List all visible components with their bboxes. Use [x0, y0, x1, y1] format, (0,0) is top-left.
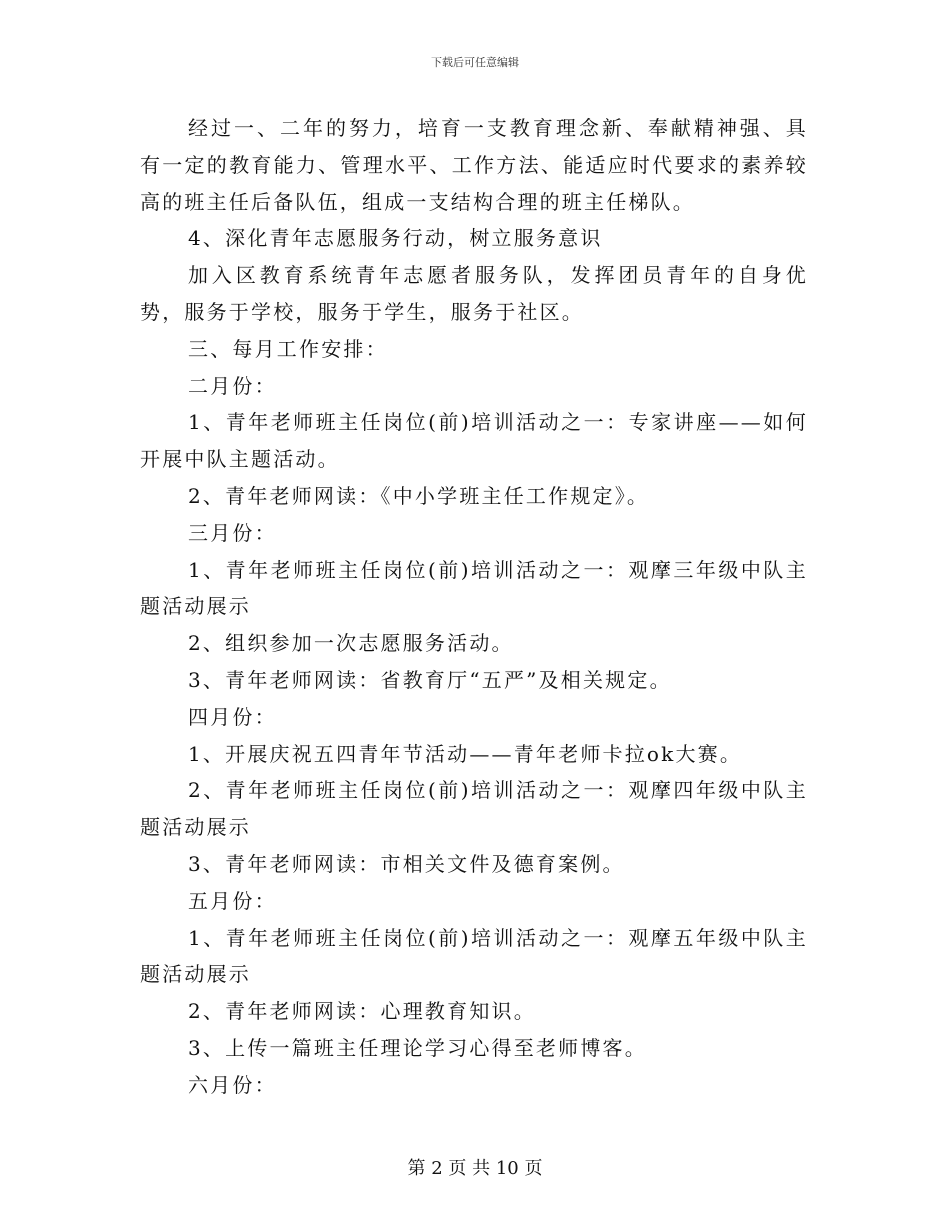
month-heading: 六月份：	[188, 1072, 277, 1097]
list-item: 2、组织参加一次志愿服务活动。	[188, 631, 514, 656]
list-item: 3、青年老师网读：市相关文件及德育案例。	[188, 851, 625, 876]
document-body	[140, 110, 808, 1104]
month-heading: 五月份：	[188, 888, 277, 913]
list-item: 1、开展庆祝五四青年节活动——青年老师卡拉ok大赛。	[188, 741, 743, 766]
list-item: 1、青年老师班主任岗位(前)培训活动之一：专家讲座——如何开展中队主题活动。	[140, 410, 808, 472]
page-header-note: 下载后可任意编辑	[431, 56, 519, 69]
list-item: 1、青年老师班主任岗位(前)培训活动之一：观摩五年级中队主题活动展示	[140, 925, 808, 987]
list-item: 3、青年老师网读：省教育厅“五严”及相关规定。	[188, 667, 672, 692]
month-heading: 三月份：	[188, 520, 277, 545]
month-heading: 四月份：	[188, 704, 277, 729]
month-heading: 二月份：	[188, 373, 277, 398]
list-item: 2、青年老师网读：心理教育知识。	[188, 999, 536, 1024]
list-item: 2、青年老师班主任岗位(前)培训活动之一：观摩四年级中队主题活动展示	[140, 778, 808, 840]
list-item: 3、上传一篇班主任理论学习心得至老师博客。	[188, 1035, 647, 1060]
section-heading: 三、每月工作安排：	[188, 336, 388, 361]
paragraph: 加入区教育系统青年志愿者服务队，发挥团员青年的自身优势，服务于学校，服务于学生，服务于社区。	[140, 263, 808, 324]
list-item: 1、青年老师班主任岗位(前)培训活动之一：观摩三年级中队主题活动展示	[140, 557, 808, 619]
list-item: 2、青年老师网读：《中小学班主任工作规定》。	[188, 483, 650, 508]
paragraph: 经过一、二年的努力，培育一支教育理念新、奉献精神强、具有一定的教育能力、管理水平、工作方法、能适应时代要求的素养较高的班主任后备队伍，组成一支结构合理的班主任梯队。	[140, 116, 808, 214]
section-heading: 4、深化青年志愿服务行动，树立服务意识	[188, 226, 603, 251]
page-number-footer: 第 2 页 共 10 页	[407, 1158, 543, 1179]
